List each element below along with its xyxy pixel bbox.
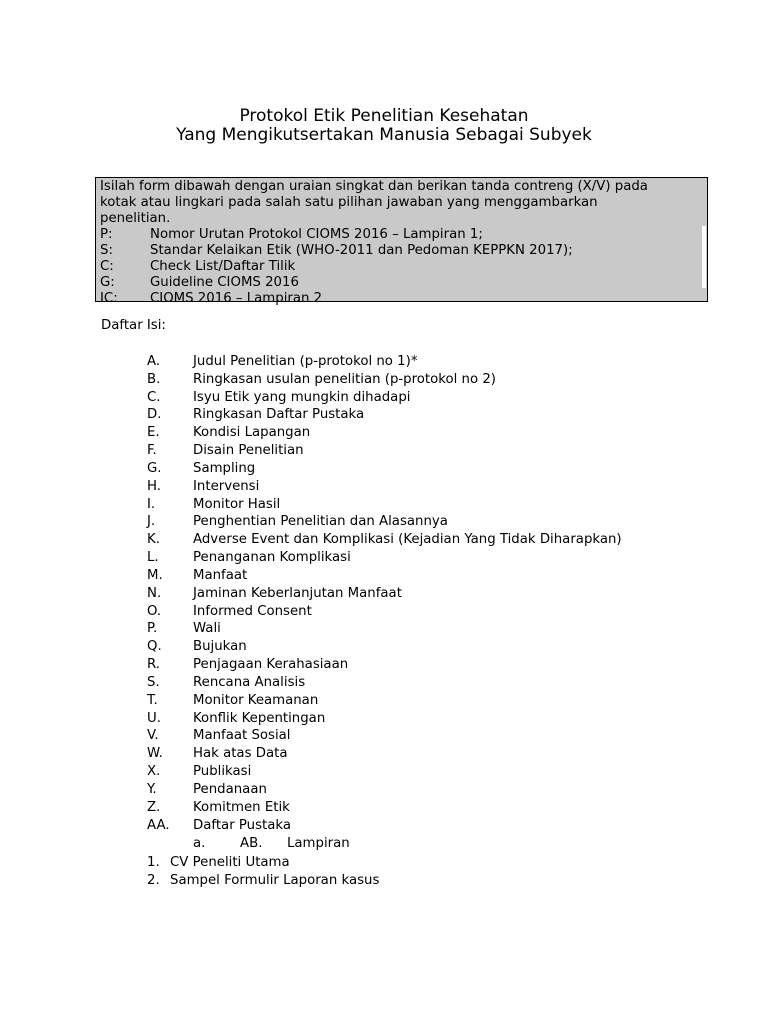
toc-item-text: Sampling bbox=[193, 460, 256, 476]
toc-item-text: Monitor Keamanan bbox=[193, 692, 319, 708]
toc-item-letter: AA. bbox=[147, 817, 170, 833]
toc-item-letter: N. bbox=[147, 585, 162, 601]
toc-item-text: Daftar Pustaka bbox=[193, 817, 292, 833]
legend-text: Check List/Daftar Tilik bbox=[150, 259, 296, 274]
toc-item-letter: J. bbox=[147, 514, 156, 530]
legend-text: Nomor Urutan Protokol CIOMS 2016 – Lampiran 1; bbox=[150, 227, 483, 242]
toc-item-letter: G. bbox=[147, 460, 162, 476]
toc-item-letter: I. bbox=[147, 496, 156, 512]
toc-item bbox=[147, 567, 622, 585]
toc-item-letter: V. bbox=[147, 728, 159, 744]
toc-item bbox=[147, 389, 622, 407]
toc-item bbox=[147, 763, 622, 781]
toc-item-letter: X. bbox=[147, 764, 161, 780]
toc-item-letter: Y. bbox=[147, 781, 157, 797]
toc-item-text: Monitor Hasil bbox=[193, 496, 281, 512]
legend-row bbox=[100, 243, 703, 259]
toc-item bbox=[147, 692, 622, 710]
toc-item-letter: K. bbox=[147, 532, 160, 548]
legend-code: P: bbox=[100, 227, 113, 242]
toc-item-letter: F. bbox=[147, 443, 157, 459]
numbered-item bbox=[147, 854, 379, 872]
toc-item-text: Manfaat bbox=[193, 567, 248, 583]
toc-item-text: Komitmen Etik bbox=[193, 799, 290, 815]
toc-item-letter: E. bbox=[147, 425, 160, 441]
toc-item bbox=[147, 531, 622, 549]
toc-item bbox=[147, 620, 622, 638]
toc-item-text: Intervensi bbox=[193, 478, 260, 494]
legend-row bbox=[100, 259, 703, 275]
toc-item-letter: D. bbox=[147, 407, 162, 423]
toc-item bbox=[147, 710, 622, 728]
instruction-line: penelitian. bbox=[100, 211, 171, 226]
document-title-line-2: Yang Mengikutsertakan Manusia Sebagai Subyek bbox=[176, 125, 592, 145]
toc-item-text: Adverse Event dan Komplikasi (Kejadian Yang Tidak Diharapkan) bbox=[193, 532, 622, 548]
toc-item-text: Ringkasan Daftar Pustaka bbox=[193, 407, 365, 423]
legend-code: IC: bbox=[100, 291, 118, 306]
legend-code: C: bbox=[100, 259, 114, 274]
toc-item bbox=[147, 585, 622, 603]
toc-item bbox=[147, 406, 622, 424]
toc-item-letter: R. bbox=[147, 657, 160, 673]
numbered-list bbox=[147, 854, 379, 890]
toc-item-text: Ringkasan usulan penelitian (p-protokol no 2) bbox=[193, 371, 496, 387]
toc-item-letter: W. bbox=[147, 746, 163, 762]
toc-item-letter: L. bbox=[147, 550, 159, 566]
toc-heading: Daftar Isi: bbox=[101, 318, 166, 333]
legend-text: Standar Kelaikan Etik (WHO-2011 dan Pedoman KEPPKN 2017); bbox=[150, 243, 573, 258]
sub-item-text: Lampiran bbox=[287, 836, 350, 851]
numbered-item-text: CV Peneliti Utama bbox=[170, 855, 290, 870]
toc-item bbox=[147, 603, 622, 621]
toc-item-text: Penghentian Penelitian dan Alasannya bbox=[193, 514, 448, 530]
instruction-line: kotak atau lingkari pada salah satu pilihan jawaban yang menggambarkan bbox=[100, 195, 598, 210]
numbered-item-number: 1. bbox=[147, 855, 160, 870]
toc-sub-item bbox=[193, 836, 350, 851]
sub-item-letter: AB. bbox=[240, 836, 263, 851]
instruction-line: Isilah form dibawah dengan uraian singkat dan berikan tanda contreng (X/V) pada bbox=[100, 179, 648, 194]
toc-item bbox=[147, 371, 622, 389]
toc-item bbox=[147, 460, 622, 478]
sub-item-marker: a. bbox=[193, 836, 206, 851]
toc-item-text: Isyu Etik yang mungkin dihadapi bbox=[193, 389, 411, 405]
legend-text: Guideline CIOMS 2016 bbox=[150, 275, 299, 290]
toc-item-letter: B. bbox=[147, 371, 161, 387]
toc-item bbox=[147, 799, 622, 817]
toc-item bbox=[147, 638, 622, 656]
toc-item-letter: H. bbox=[147, 478, 161, 494]
toc-item bbox=[147, 424, 622, 442]
toc-item-text: Kondisi Lapangan bbox=[193, 425, 311, 441]
toc-item bbox=[147, 549, 622, 567]
toc-item bbox=[147, 496, 622, 514]
toc-item-letter: P. bbox=[147, 621, 158, 637]
toc-item bbox=[147, 745, 622, 763]
toc-item-text: Disain Penelitian bbox=[193, 443, 304, 459]
toc-item-letter: T. bbox=[147, 692, 158, 708]
box-edge-mark bbox=[702, 226, 706, 288]
toc-item-text: Konflik Kepentingan bbox=[193, 710, 326, 726]
toc-item bbox=[147, 353, 622, 371]
toc-item bbox=[147, 674, 622, 692]
toc-item bbox=[147, 478, 622, 496]
toc-item bbox=[147, 817, 622, 835]
legend-code: G: bbox=[100, 275, 115, 290]
toc-item-letter: M. bbox=[147, 567, 163, 583]
legend-text: CIOMS 2016 – Lampiran 2 bbox=[150, 291, 323, 306]
toc-item-letter: A. bbox=[147, 354, 161, 369]
toc-item bbox=[147, 442, 622, 460]
toc-item-letter: S. bbox=[147, 674, 160, 690]
numbered-item-number: 2. bbox=[147, 873, 160, 888]
legend-code: S: bbox=[100, 243, 113, 258]
toc-item-text: Bujukan bbox=[193, 639, 247, 655]
toc-item-letter: O. bbox=[147, 603, 162, 619]
toc-item-text: Wali bbox=[193, 621, 221, 637]
toc-item-text: Pendanaan bbox=[193, 781, 267, 797]
toc-item-text: Judul Penelitian (p-protokol no 1)* bbox=[193, 354, 418, 369]
toc-item-text: Publikasi bbox=[193, 764, 252, 780]
legend-row bbox=[100, 227, 703, 243]
toc-item-letter: Q. bbox=[147, 639, 162, 655]
toc-item bbox=[147, 513, 622, 531]
toc-item-text: Penjagaan Kerahasiaan bbox=[193, 657, 349, 673]
instruction-box bbox=[95, 177, 708, 306]
toc-item bbox=[147, 781, 622, 799]
legend-row bbox=[100, 275, 703, 291]
instruction-text bbox=[100, 179, 703, 227]
toc-list bbox=[147, 353, 622, 834]
document-title-line-1: Protokol Etik Penelitian Kesehatan bbox=[239, 106, 529, 126]
toc-item-letter: U. bbox=[147, 710, 161, 726]
toc-item-letter: C. bbox=[147, 389, 161, 405]
toc-item-text: Hak atas Data bbox=[193, 746, 288, 762]
toc-item-letter: Z. bbox=[147, 799, 161, 815]
toc-item bbox=[147, 727, 622, 745]
toc-item-text: Rencana Analisis bbox=[193, 674, 306, 690]
toc-item-text: Jaminan Keberlanjutan Manfaat bbox=[193, 585, 402, 601]
toc-item-text: Penanganan Komplikasi bbox=[193, 550, 351, 566]
toc-item bbox=[147, 656, 622, 674]
toc-item-text: Informed Consent bbox=[193, 603, 312, 619]
numbered-item-text: Sampel Formulir Laporan kasus bbox=[170, 873, 380, 888]
numbered-item bbox=[147, 872, 379, 890]
toc-item-text: Manfaat Sosial bbox=[193, 728, 291, 744]
legend-row bbox=[100, 291, 703, 307]
